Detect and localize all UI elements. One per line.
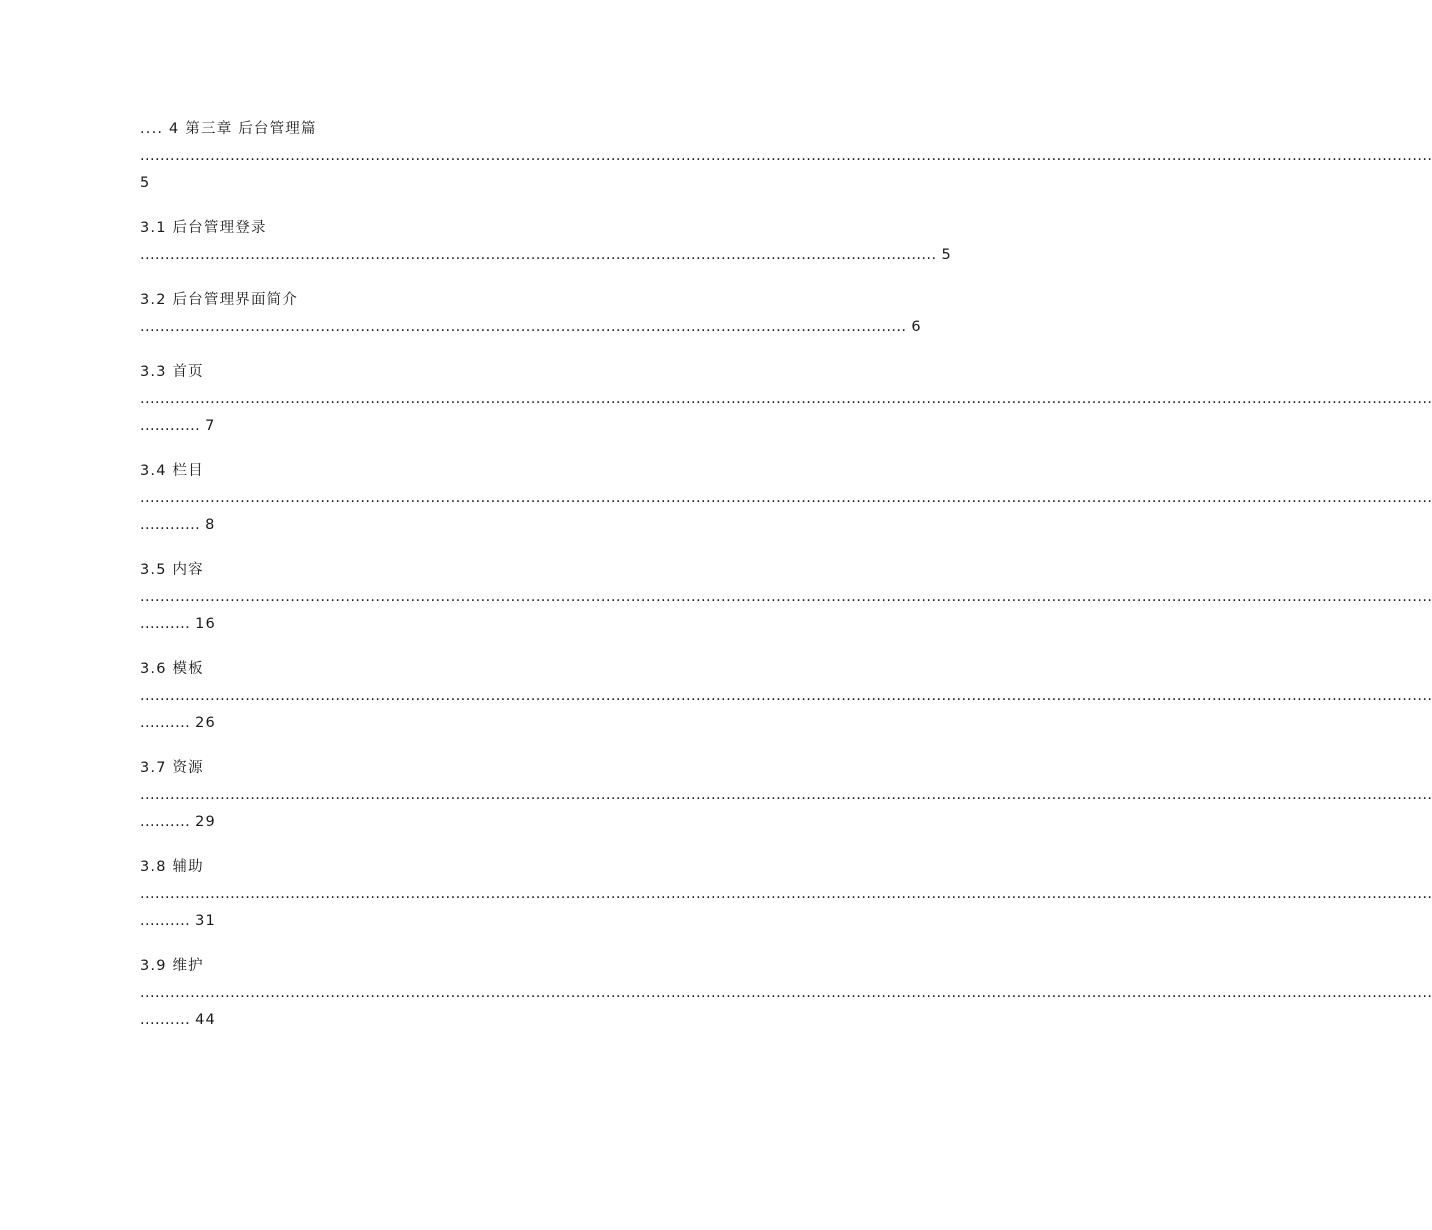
toc-leader-with-page [140, 613, 808, 635]
toc-entry[interactable] [140, 559, 1432, 635]
toc-chapter-title-line [140, 118, 808, 140]
toc-leader: ............................................................................................................................................................... [140, 247, 937, 263]
toc-entry[interactable] [140, 289, 922, 338]
toc-page-number: 16 [195, 616, 216, 632]
toc-page-number: 5 [941, 247, 952, 263]
toc-entry[interactable] [140, 757, 1432, 833]
toc-leader: .................................................................................................................................................................................................................................................................. [140, 391, 1432, 407]
toc-entry-title: 3.8 辅助 [140, 859, 204, 875]
toc-entry[interactable] [140, 361, 1432, 437]
toc-leader-continued: ............ [140, 418, 201, 434]
toc-leader-continued: .......... [140, 913, 191, 929]
toc-leader-continued: ............ [140, 517, 201, 533]
toc-leader-with-page [140, 514, 808, 536]
toc-entry-title: 3.9 维护 [140, 958, 204, 974]
toc-entry-title: 3.2 后台管理界面简介 [140, 292, 299, 308]
toc-entry[interactable] [140, 856, 1432, 932]
toc-leader-continued: .......... [140, 715, 191, 731]
toc-entry-title: 3.4 栏目 [140, 463, 204, 479]
toc-page-number: 6 [911, 319, 922, 335]
toc-leader: .................................................................................................................................................................................................................................................................. [140, 589, 1432, 605]
toc-entry-title: 3.5 内容 [140, 562, 204, 578]
toc-leader-continued: .......... [140, 814, 191, 830]
toc-leader-with-page [140, 712, 808, 734]
toc-page-number: 31 [195, 913, 216, 929]
toc-entries [140, 217, 1432, 1031]
toc-chapter-title: 第三章 后台管理篇 [185, 121, 317, 137]
toc-leader-with-page [140, 910, 808, 932]
toc-page-number: 29 [195, 814, 216, 830]
toc-page-number: 44 [195, 1012, 216, 1028]
toc-leader-with-page [140, 316, 922, 338]
toc-page-number: 7 [205, 418, 216, 434]
toc-entry-title: 3.1 后台管理登录 [140, 220, 267, 236]
toc-leader: .................................................................................................................................................................................................................................................................. [140, 490, 1432, 506]
toc-leader-continued: .......... [140, 1012, 191, 1028]
toc-leader: .................................................................................................................................................................................................................................................................. [140, 688, 1432, 704]
toc-leader: ......................................................................................................................................................... [140, 319, 907, 335]
toc-chapter-3 [140, 118, 1432, 194]
toc-entry[interactable] [140, 955, 1432, 1031]
toc-leader-continued: .......... [140, 616, 191, 632]
toc-entry[interactable] [140, 658, 1432, 734]
toc-leader-with-page [140, 415, 808, 437]
toc-leader: .................................................................................................................................................................................................................................................................. [140, 148, 1432, 164]
toc-leader-with-page [140, 244, 952, 266]
toc-leader-with-page [140, 1009, 808, 1031]
toc-entry[interactable] [140, 460, 1432, 536]
toc-entry[interactable] [140, 217, 952, 266]
toc-page-number: 8 [205, 517, 216, 533]
toc-chapter-prefix: .... 4 [140, 121, 180, 137]
toc-page-number: 5 [140, 175, 151, 191]
toc-page-number: 26 [195, 715, 216, 731]
toc-page [140, 118, 1432, 1054]
toc-leader-with-page [140, 811, 808, 833]
toc-entry-title: 3.3 首页 [140, 364, 204, 380]
toc-leader: .................................................................................................................................................................................................................................................................. [140, 886, 1432, 902]
toc-entry-title: 3.7 资源 [140, 760, 204, 776]
toc-leader: .................................................................................................................................................................................................................................................................. [140, 985, 1432, 1001]
toc-entry-title: 3.6 模板 [140, 661, 204, 677]
toc-leader: .................................................................................................................................................................................................................................................................. [140, 787, 1432, 803]
